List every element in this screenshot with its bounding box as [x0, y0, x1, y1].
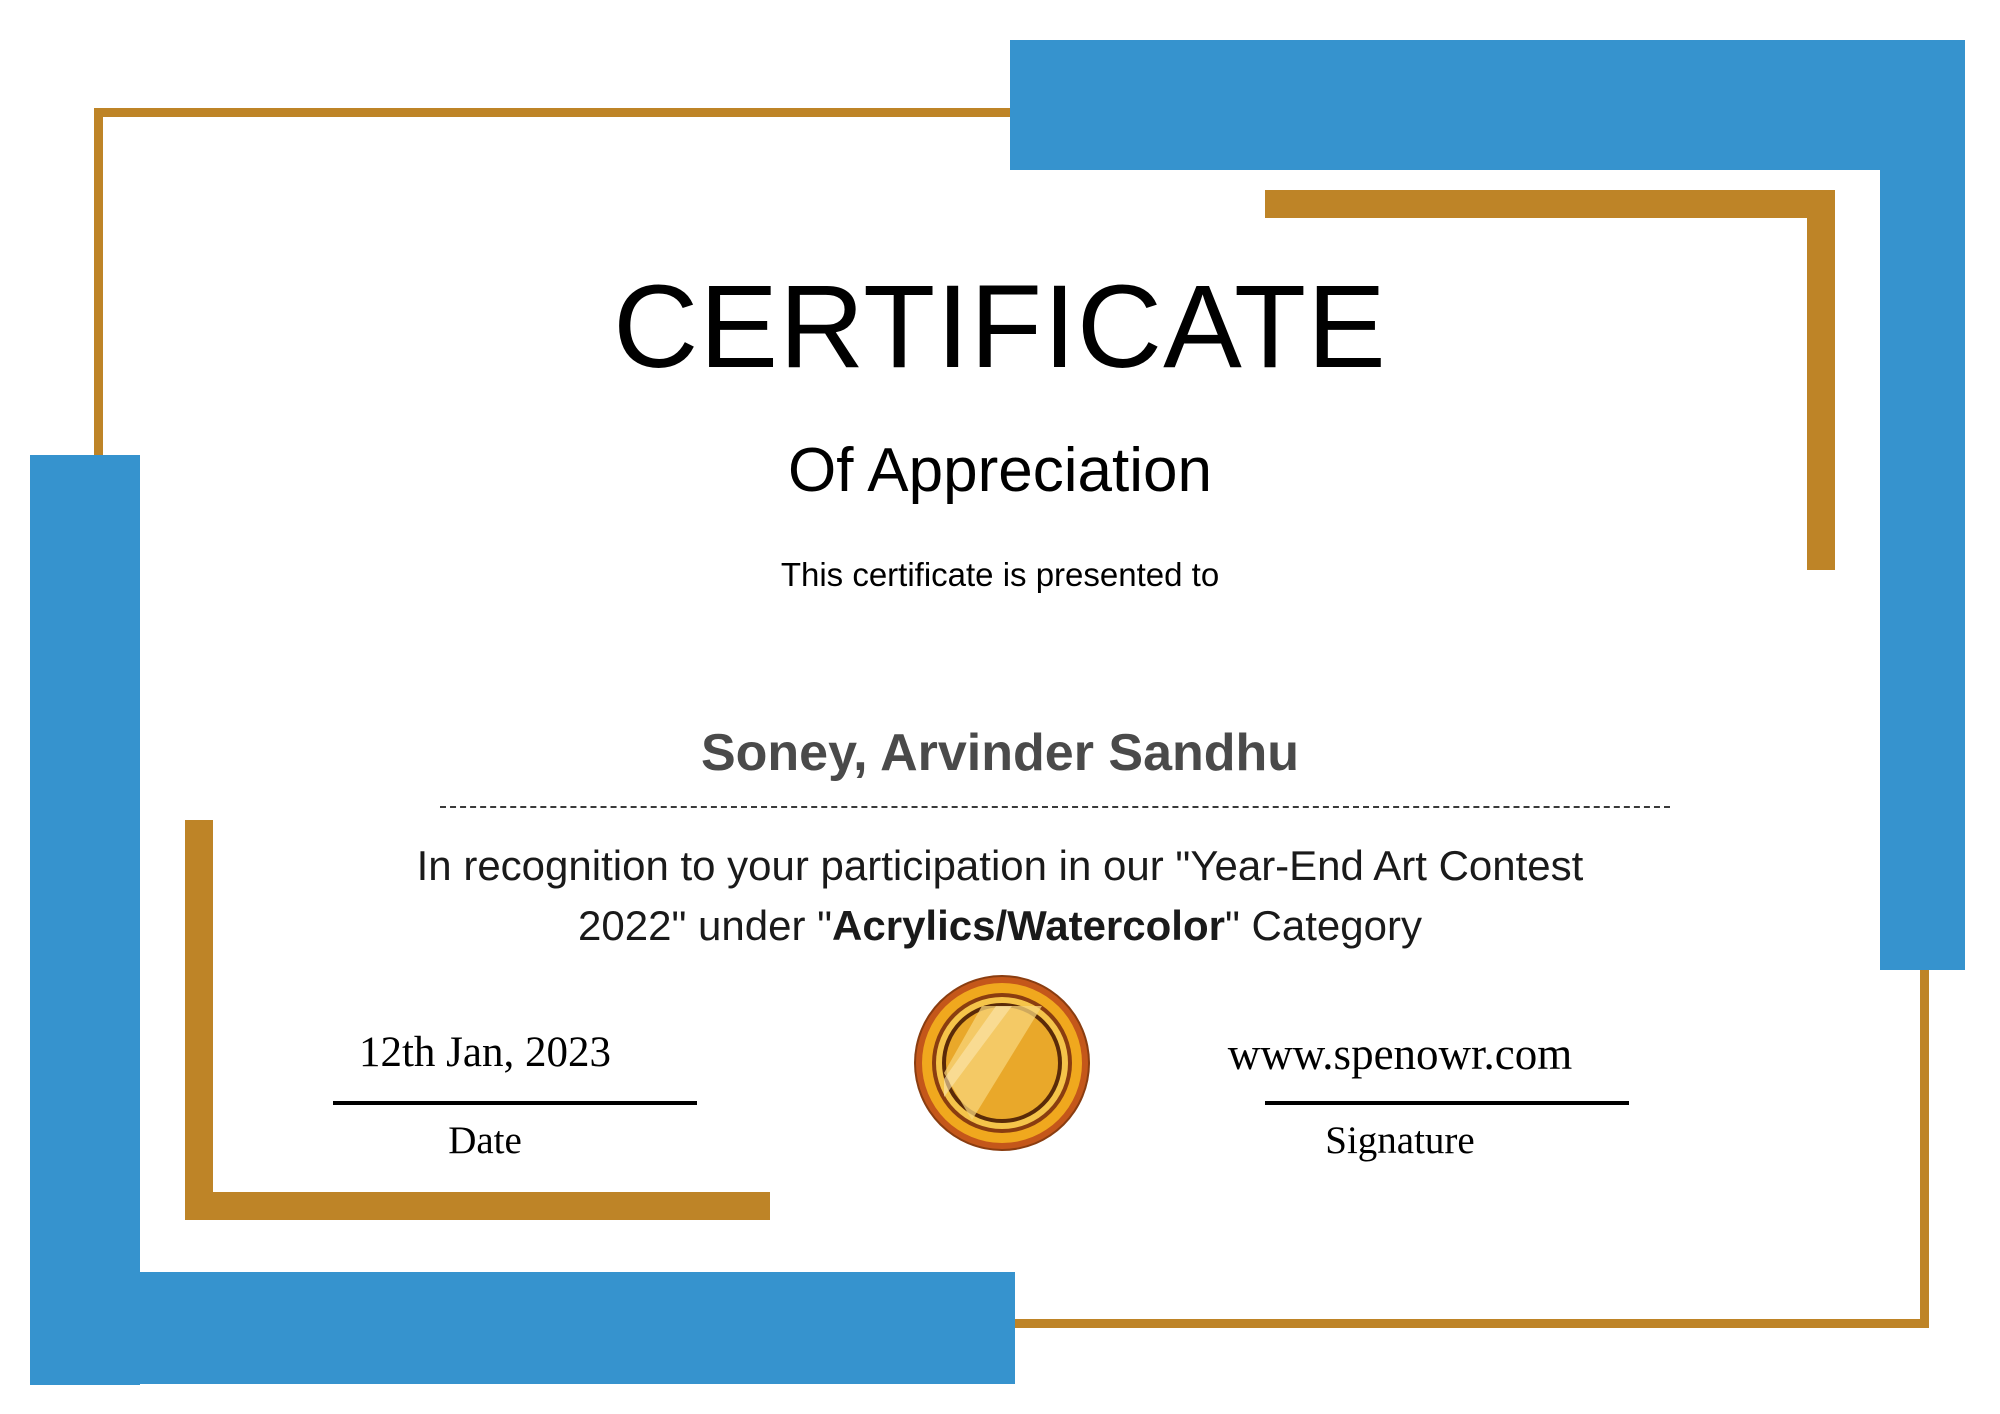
- recognition-body: [400, 836, 1600, 955]
- certificate-title: CERTIFICATE: [613, 261, 1387, 393]
- recognition-body-part2: " Category: [1224, 901, 1422, 949]
- gold-seal-icon: [912, 968, 1092, 1158]
- recipient-name: Soney, Arvinder Sandhu: [700, 724, 1300, 782]
- signature-label: Signature: [1325, 1119, 1475, 1162]
- presented-to-line: This certificate is presented to: [780, 556, 1220, 593]
- recipient-underline: [440, 806, 1670, 808]
- date-value: 12th Jan, 2023: [358, 1029, 612, 1076]
- recognition-body-part1: In recognition to your participation in our "Year-End Art Contest 2022" under ": [416, 842, 1584, 949]
- signature-line: [1265, 1101, 1629, 1105]
- recognition-category: Acrylics/Watercolor: [832, 901, 1225, 949]
- certificate-subtitle: Of Appreciation: [788, 436, 1212, 505]
- signature-value: www.spenowr.com: [1227, 1029, 1573, 1079]
- date-signature-line: [333, 1101, 697, 1105]
- date-label: Date: [448, 1119, 522, 1162]
